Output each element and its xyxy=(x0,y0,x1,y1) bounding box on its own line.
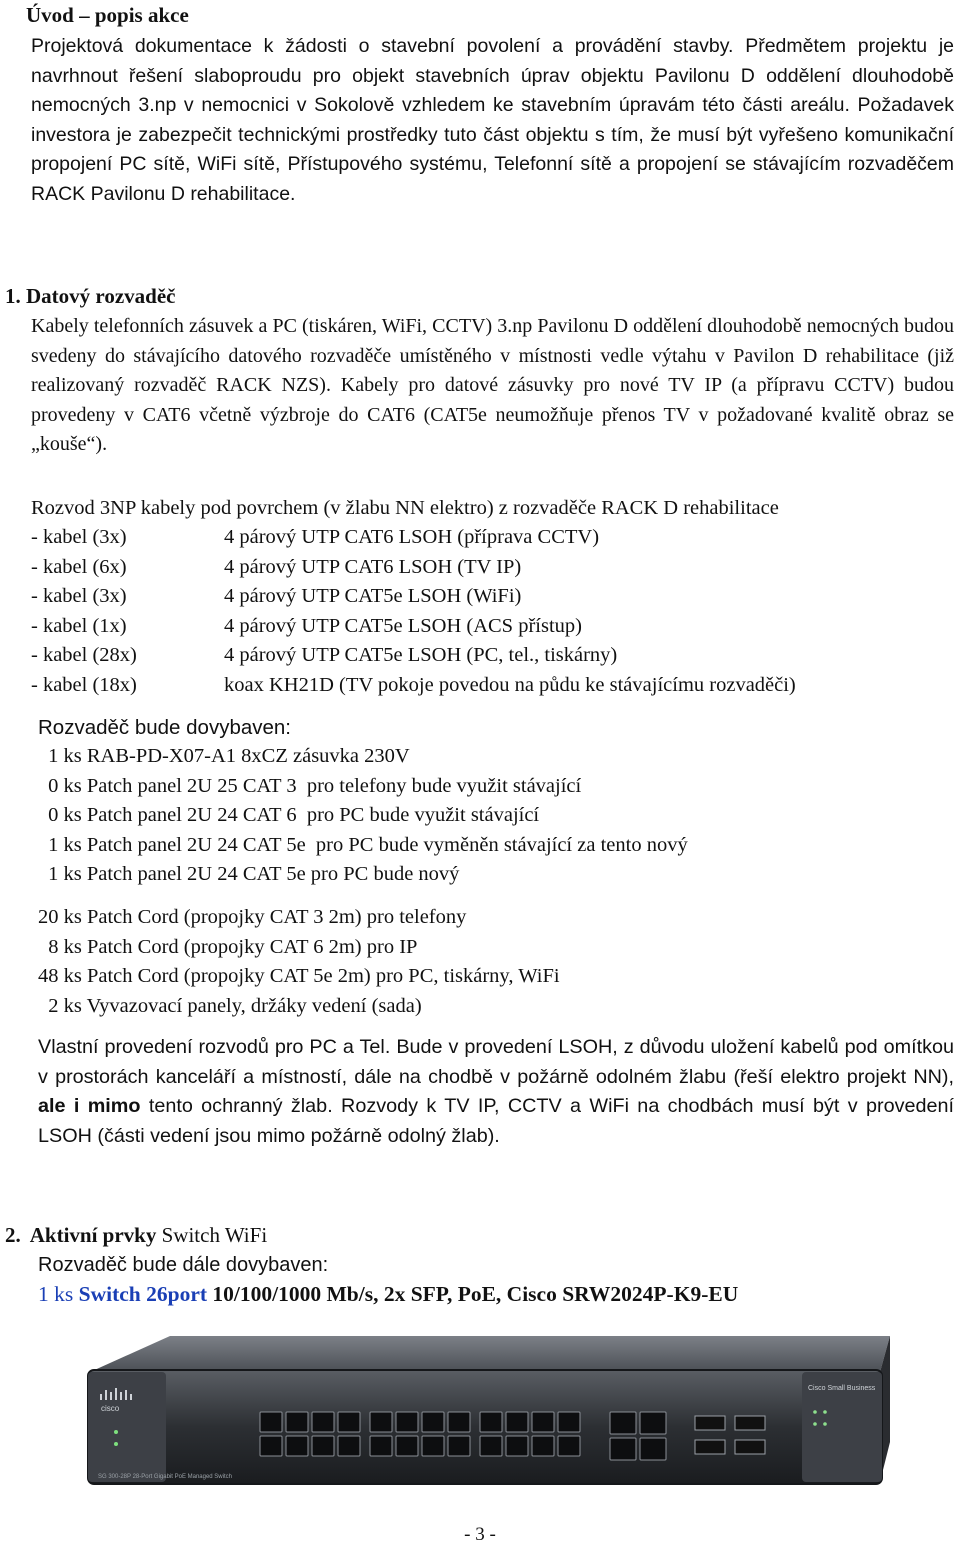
rozvod-title: Rozvod 3NP kabely pod povrchem (v žlabu NN elektro) z rozvaděče RACK D rehabilitace xyxy=(31,497,779,519)
section-2-heading-bold: Aktivní prvky xyxy=(29,1223,157,1247)
section-2-number: 2. xyxy=(5,1223,21,1247)
vlastni-text-2: tento ochranný žlab. Rozvody k TV IP, CCTV a WiFi na chodbách musí být v provedení LSOH (části vedení jsou mimo požárně odolný žlab). xyxy=(38,1095,954,1147)
list-item: 8 ks Patch Cord (propojky CAT 6 2m) pro IP xyxy=(38,935,418,958)
cable-qty: - kabel (18x) xyxy=(31,673,137,696)
product-spec: 10/100/1000 Mb/s, 2x SFP, PoE, Cisco SRW2024P-K9-EU xyxy=(212,1282,739,1306)
cable-desc: 4 párový UTP CAT6 LSOH (příprava CCTV) xyxy=(224,526,600,548)
cable-desc: 4 párový UTP CAT5e LSOH (ACS přístup) xyxy=(224,614,582,637)
product-name: Switch 26port xyxy=(78,1282,208,1306)
switch-product-line xyxy=(38,1279,738,1309)
cable-qty: - kabel (1x) xyxy=(31,614,127,637)
list-item: 20 ks Patch Cord (propojky CAT 3 2m) pro telefony xyxy=(38,906,467,928)
cable-desc: koax KH21D (TV pokoje povedou na půdu ke stávajícímu rozvaděči) xyxy=(224,673,796,696)
cable-row xyxy=(31,553,796,583)
section-2-subtitle: Rozvaděč bude dále dovybaven: xyxy=(38,1254,329,1276)
vlastni-paragraph xyxy=(38,1033,954,1151)
rozvadec-title: Rozvaděč bude dovybaven: xyxy=(38,716,292,739)
switch-image xyxy=(80,1332,892,1492)
intro-paragraph: Projektová dokumentace k žádosti o stavební povolení a provádění stavby. Předmětem projektu je navrhnout řešení slaboproudu pro objekt stavebních úprav objektu Pavilonu D oddělení dlouhodobě nemocných 3.np v nemocnici v Sokolově vzhledem ke stavebním úpravám této části areálu. Požadavek investora je zabezpečit technickými prostředky tuto část objektu s tím, že musí být vyřešeno komunikační propojení PC sítě, WiFi sítě, Přístupového systému, Telefonní sítě a propojení se stávajícím rozvaděčem RACK Pavilonu D rehabilitace. xyxy=(31,35,954,205)
list-item: 0 ks Patch panel 2U 25 CAT 3 pro telefony bude využit stávající xyxy=(43,774,582,797)
intro-heading: Úvod – popis akce xyxy=(26,3,189,27)
list-item: 1 ks RAB-PD-X07-A1 8xCZ zásuvka 230V xyxy=(43,745,410,767)
rozvadec-list xyxy=(43,742,688,890)
cable-desc: 4 párový UTP CAT5e LSOH (PC, tel., tiskárny) xyxy=(224,644,618,667)
list-item: 48 ks Patch Cord (propojky CAT 5e 2m) pro PC, tiskárny, WiFi xyxy=(38,965,560,988)
switch-brand-label: Cisco Small Business xyxy=(808,1385,876,1392)
list-item: 1 ks Patch panel 2U 24 CAT 5e pro PC bude nový xyxy=(43,863,460,886)
cable-qty: - kabel (6x) xyxy=(31,555,127,578)
list-item: 1 ks Patch panel 2U 24 CAT 5e pro PC bude vyměněn stávající za tento nový xyxy=(43,833,688,856)
list-item: 0 ks Patch panel 2U 24 CAT 6 pro PC bude využit stávající xyxy=(43,804,540,827)
cable-row xyxy=(31,671,796,701)
cable-desc: 4 párový UTP CAT6 LSOH (TV IP) xyxy=(224,555,522,578)
cable-row xyxy=(31,612,796,642)
cable-qty: - kabel (3x) xyxy=(31,526,127,548)
switch-model-label: SG 300-28P 28-Port Gigabit PoE Managed Switch xyxy=(98,1474,232,1480)
vlastni-bold: ale i mimo xyxy=(38,1095,141,1117)
rozvadec-block xyxy=(38,713,291,743)
section-1-paragraph: Kabely telefonních zásuvek a PC (tiskáren, WiFi, CCTV) 3.np Pavilonu D oddělení dlouhodobě nemocných budou svedeny do stávajícího datového rozvaděče umístěného v místnosti vedle výtahu v Pavilon D rehabilitace (již realizovaný rozvaděč RACK NZS). Kabely pro datové zásuvky pro nové TV IP (a přípravu CCTV) budou provedeny v CAT6 včetně výzbroje do CAT6 (CAT5e neumožňuje přenos TV v požadované kvalitě obraz se „kouše“). xyxy=(31,315,954,456)
product-qty: 1 ks xyxy=(38,1282,74,1306)
cable-row xyxy=(31,641,796,671)
list-item: 2 ks Vyvazovací panely, držáky vedení (sada) xyxy=(38,994,422,1017)
cable-row xyxy=(31,582,796,612)
cable-qty: - kabel (3x) xyxy=(31,585,127,608)
patch-cord-list xyxy=(38,903,560,1021)
cable-row xyxy=(31,523,796,553)
cable-desc: 4 párový UTP CAT5e LSOH (WiFi) xyxy=(224,585,522,608)
page-number: - 3 - xyxy=(464,1524,496,1545)
cable-qty: - kabel (28x) xyxy=(31,644,137,667)
vlastni-text-1: Vlastní provedení rozvodů pro PC a Tel. Bude v provedení LSOH, z důvodu uložení kabelů pod omítkou v prostorách kanceláří a místností, dále na chodbě v požárně odolném žlabu (řeší elektro projekt NN), xyxy=(38,1036,954,1088)
section-2-heading-rest: Switch WiFi xyxy=(156,1223,268,1247)
cisco-logo-text: cisco xyxy=(101,1404,120,1413)
section-2-heading xyxy=(5,1221,267,1249)
cable-list xyxy=(31,523,796,701)
section-1-heading: 1. Datový rozvaděč xyxy=(5,284,176,308)
